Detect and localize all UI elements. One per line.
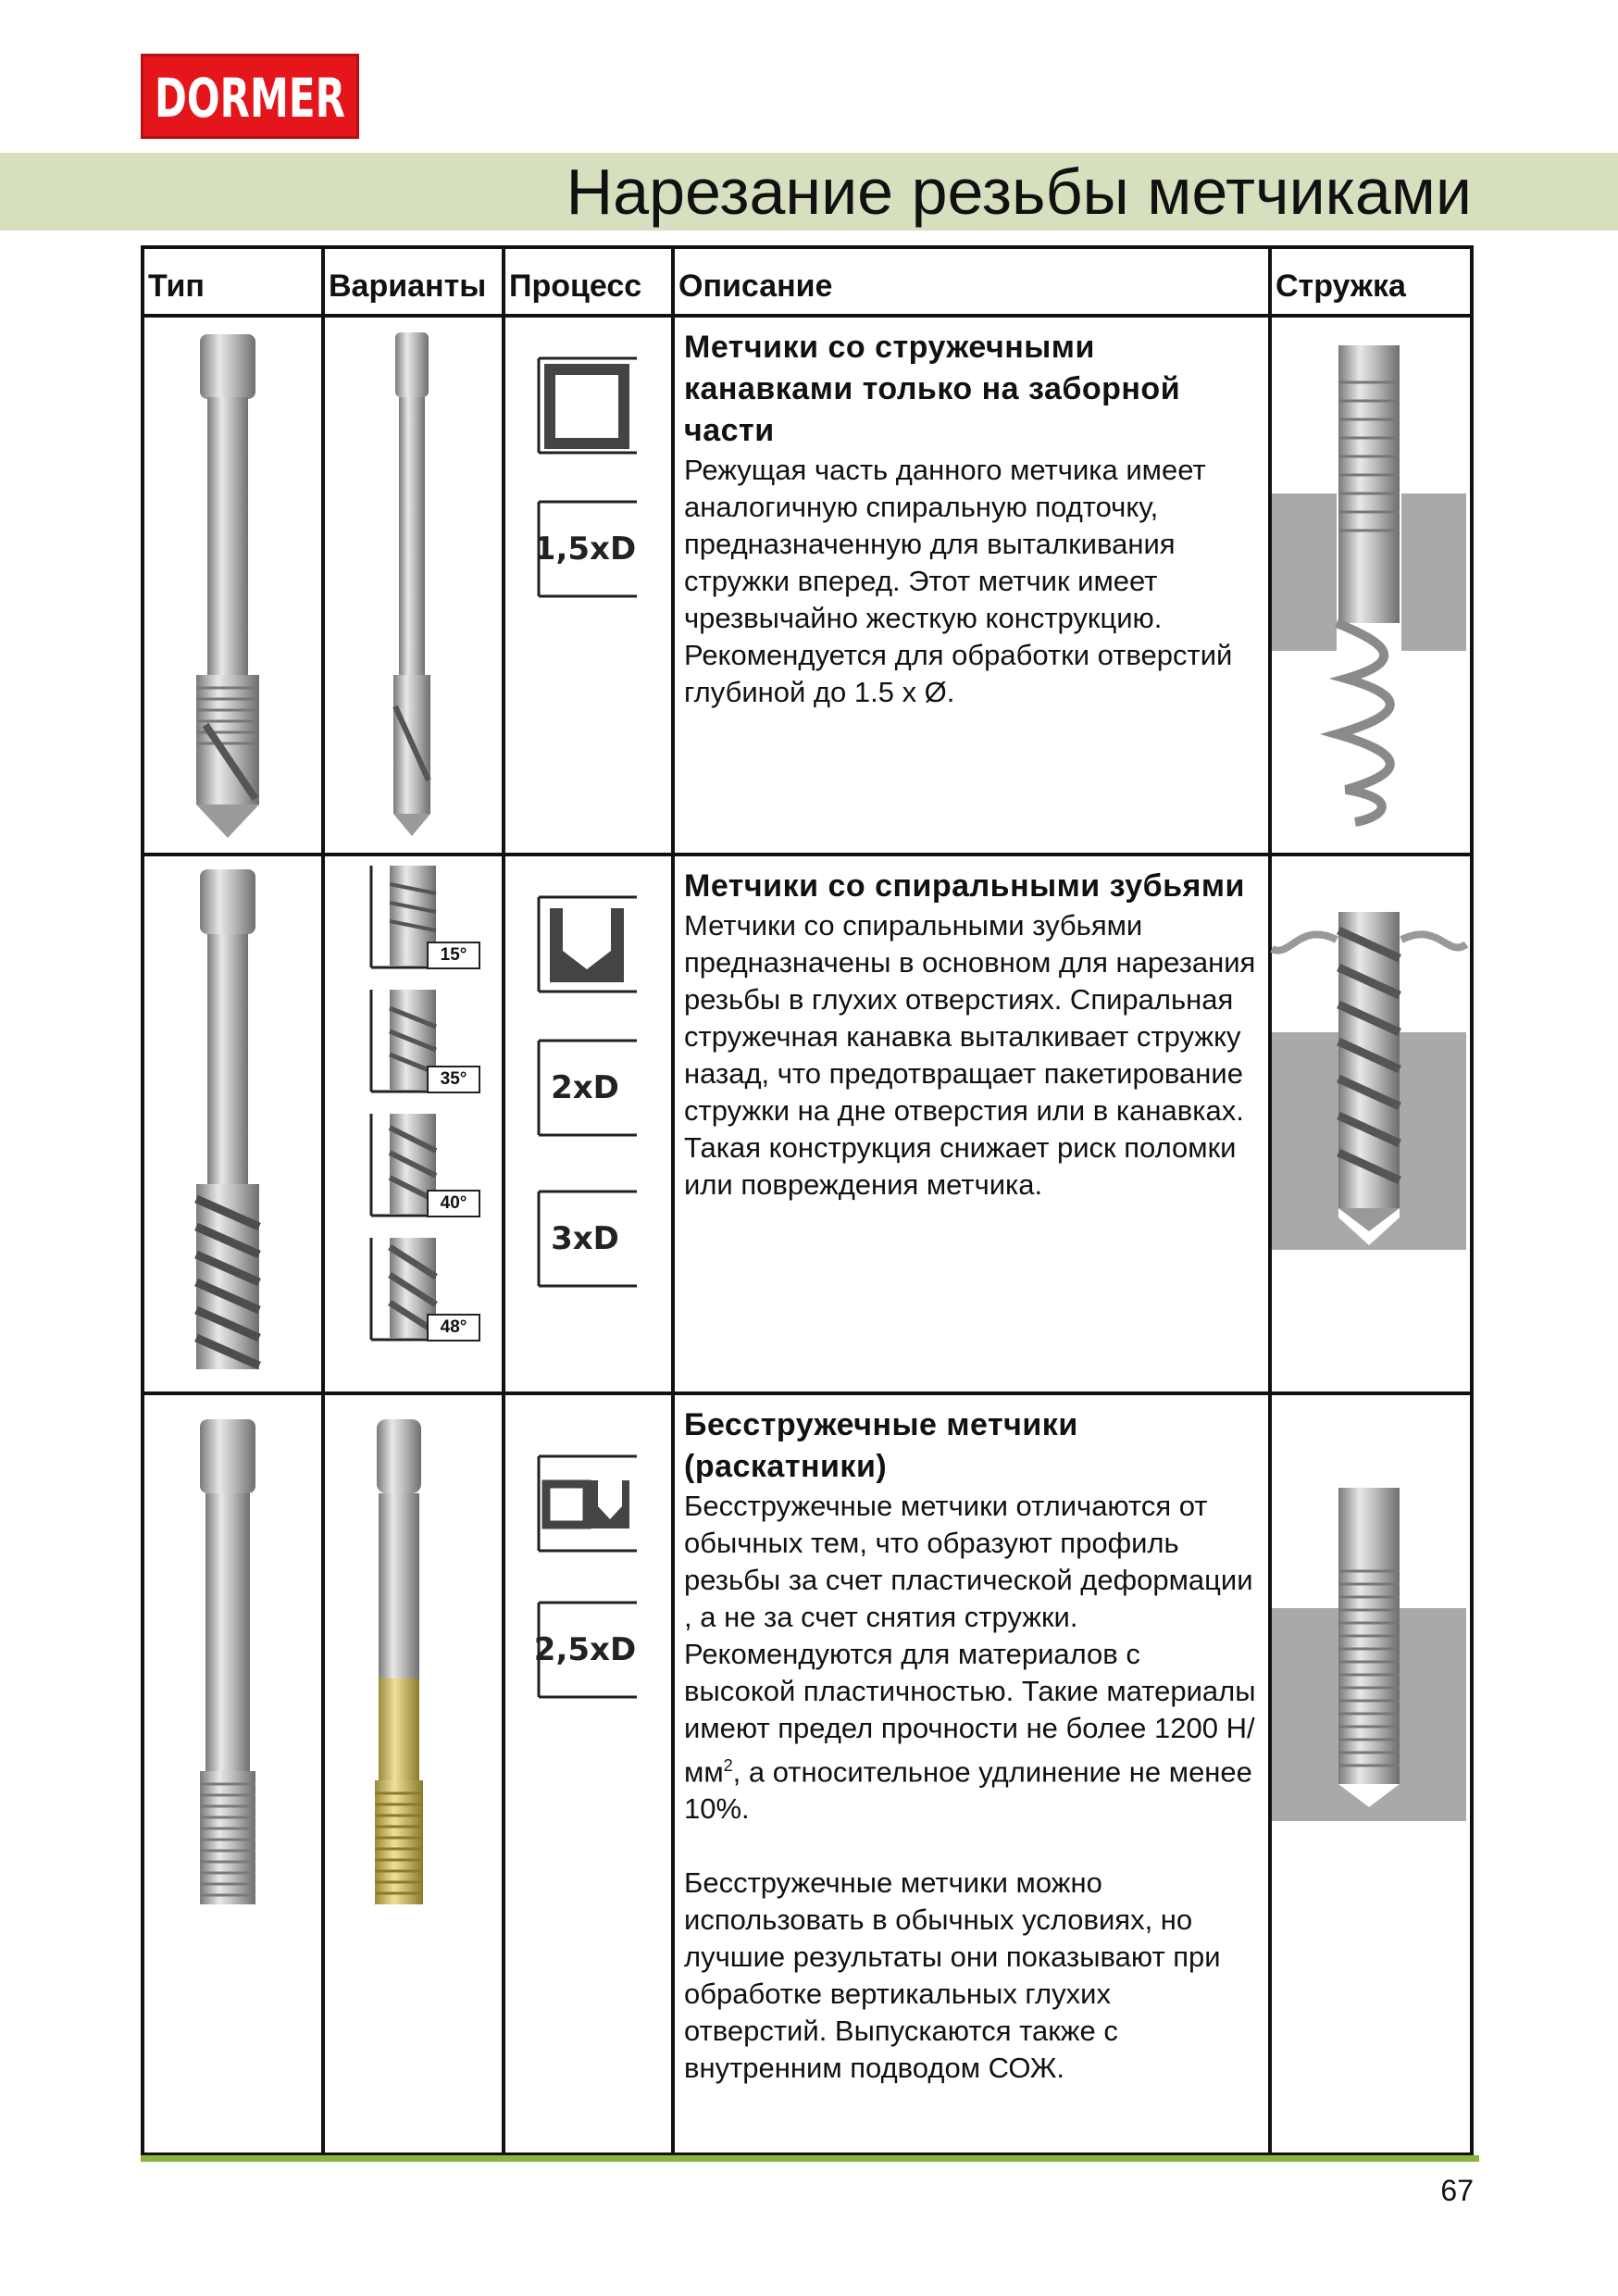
row-text: Метчики со спиральными зубьями предназначены в основном для нарезания резьбы в глухих отверстиях. Спиральная стружечная канавка выталкивает стружку назад, что предотвращает пакетирование стружки на дне отверстия или в канавках. Такая конструкция снижает риск поломки или повреждения метчика. — [684, 909, 1256, 1201]
tap-types-table — [141, 245, 1474, 2156]
spiral-flute-tap-image — [144, 856, 317, 1384]
angle-label: 35° — [427, 1066, 480, 1093]
variant-48 — [369, 1238, 480, 1341]
process-cell — [504, 855, 673, 1393]
chipless-forming-image — [1272, 1395, 1466, 1923]
table-row — [143, 316, 1472, 855]
row-text: Режущая часть данного метчика имеет аналогичную спиральную подточку, предназначенную для выталкивания стружки вперед. Этот метчик имеет чрезвычайно жесткую конструкцию. Рекомендуется для обработки отверстий глубиной до 1.5 x Ø. — [684, 454, 1233, 708]
spiral-point-tap-variant-image — [325, 318, 498, 845]
forming-tap-image — [144, 1395, 317, 1923]
row-title: Метчики со стружечными канавками только на заборной части — [684, 330, 1181, 448]
type-cell — [143, 855, 323, 1393]
depth-label: 2xD — [551, 1069, 619, 1106]
chips-cell — [1270, 855, 1472, 1393]
row-title: Метчики со спиральными зубьями — [684, 868, 1245, 904]
depth-indicator-1 — [533, 498, 637, 600]
variants-cell — [323, 1393, 504, 2154]
description-cell — [673, 1393, 1270, 2154]
row-extra-text: Бесстружечные метчики можно использовать в обычных условиях, но лучшие результаты они показывают при обработке вертикальных глухих отверстий. Выпускаются также с внутренним подводом СОЖ. — [684, 1866, 1221, 2085]
through-hole-icon — [533, 355, 637, 456]
header-variants: Варианты — [323, 247, 504, 316]
backward-chip-image — [1272, 856, 1466, 1384]
spiral-point-tap-image — [144, 318, 317, 845]
header-process: Процесс — [504, 247, 673, 316]
process-cell — [504, 1393, 673, 2154]
variant-35 — [369, 990, 480, 1093]
depth-label: 1,5xD — [533, 530, 637, 568]
row-title: Бесстружечные метчики (раскатники) — [684, 1407, 1078, 1484]
dormer-logo — [141, 54, 359, 139]
description-cell — [673, 855, 1270, 1393]
depth-indicator-2 — [533, 1037, 637, 1139]
process-cell — [504, 316, 673, 855]
header-type: Тип — [143, 247, 323, 316]
table-row — [143, 855, 1472, 1393]
depth-label: 2,5xD — [533, 1631, 637, 1668]
dormer-logo-mark — [148, 63, 352, 130]
row-text: Бесстружечные метчики отличаются от обычных тем, что образуют профиль резьбы за счет пластической деформации , а не за счет снятия стружки. Рекомендуются для материалов с высокой пластичностью. Такие материалы имеют предел прочности не более 1200 $Н/мм^2$, а относительное удлинение не менее 10%. — [684, 1490, 1256, 1826]
angle-label: 40° — [427, 1190, 480, 1217]
variants-cell — [323, 316, 504, 855]
description-cell — [673, 316, 1270, 855]
depth-indicator-4 — [533, 1599, 637, 1701]
variants-cell — [323, 855, 504, 1393]
header-description: Описание — [673, 247, 1270, 316]
variant-15 — [369, 866, 480, 969]
table-row — [143, 1393, 1472, 2154]
through-and-blind-hole-icon — [533, 1453, 637, 1554]
table-header-row — [143, 247, 1472, 316]
forward-chip-image — [1272, 318, 1466, 845]
depth-indicator-3 — [533, 1188, 637, 1290]
logo-text: DORMER — [155, 67, 345, 130]
depth-label: 3xD — [551, 1220, 619, 1257]
angle-label: 48° — [427, 1314, 480, 1341]
page-number: 67 — [1440, 2174, 1474, 2207]
variant-40 — [369, 1114, 480, 1217]
chips-cell — [1270, 316, 1472, 855]
forming-tap-coated-image — [325, 1395, 498, 1923]
chips-cell — [1270, 1393, 1472, 2154]
blind-hole-icon — [533, 893, 637, 995]
angle-label: 15° — [427, 942, 480, 969]
header-chips: Стружка — [1270, 247, 1472, 316]
footer-line — [141, 2155, 1479, 2162]
type-cell — [143, 316, 323, 855]
type-cell — [143, 1393, 323, 2154]
page-title: Нарезание резьбы метчиками — [566, 156, 1472, 228]
